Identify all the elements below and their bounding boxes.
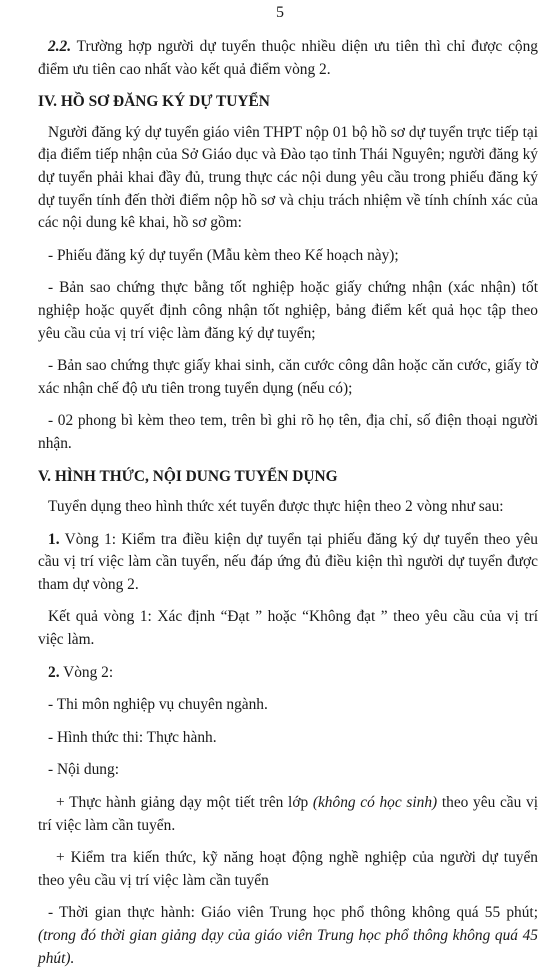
list-item: - Bản sao chứng thực bằng tốt nghiệp hoặc giấy chứng nhận (xác nhận) tốt nghiệp hoặc quyết định công nhận tốt nghiệp, bảng điểm kết quả học tập theo yêu cầu của vị trí việc làm đăng ký dự tuyển;: [38, 279, 538, 342]
paragraph-round-2: [38, 662, 538, 685]
list-item: - Bản sao chứng thực giấy khai sinh, căn cước công dân hoặc căn cước, giấy tờ xác nhận chế độ ưu tiên trong tuyển dụng (nếu có);: [38, 357, 538, 397]
heading-iv: IV. HỒ SƠ ĐĂNG KÝ DỰ TUYỂN: [38, 93, 270, 111]
paragraph-round-1-result: Kết quả vòng 1: Xác định “Đạt ” hoặc “Không đạt ” theo yêu cầu của vị trí việc làm.: [38, 608, 538, 649]
text-run: - Thời gian thực hành: Giáo viên Trung học phổ thông không quá 55 phút;: [48, 904, 538, 922]
list-item: - 02 phong bì kèm theo tem, trên bì ghi rõ họ tên, địa chỉ, số điện thoại người nhận.: [38, 412, 538, 452]
page-content: [38, 36, 538, 980]
paragraph-text: Vòng 2:: [59, 663, 114, 681]
paragraph-2-2: [38, 36, 538, 81]
paragraph-text: Trường hợp người dự tuyển thuộc nhiều diện ưu tiên thì chỉ được cộng điểm ưu tiên cao nhất vào kết quả điểm vòng 2.: [38, 38, 538, 78]
section-number: 2.2.: [48, 38, 72, 55]
list-item: - Phiếu đăng ký dự tuyển (Mẫu kèm theo Kế hoạch này);: [48, 246, 399, 264]
plus-item-knowledge: + Kiểm tra kiến thức, kỹ năng hoạt động nghề nghiệp của người dự tuyển theo yêu cầu vị trí việc làm cần tuyển: [38, 849, 538, 889]
page-number: 5: [276, 4, 284, 21]
list-item: - Nội dung:: [48, 761, 119, 779]
plus-item-teaching: [38, 792, 538, 837]
list-item: - Thi môn nghiệp vụ chuyên ngành.: [48, 696, 268, 714]
text-run: theo yêu cầu vị trí việc làm cần tuyển.: [38, 794, 538, 834]
paragraph-v-intro: Tuyển dụng theo hình thức xét tuyển được thực hiện theo 2 vòng như sau:: [48, 498, 504, 516]
round-number: 1.: [48, 530, 60, 548]
paragraph-round-1: [38, 529, 538, 597]
heading-v: V. HÌNH THỨC, NỘI DUNG TUYỂN DỤNG: [38, 467, 338, 485]
text-run-italic: (không có học sinh): [312, 794, 438, 812]
list-item: - Hình thức thi: Thực hành.: [48, 728, 217, 746]
text-run: + Thực hành giảng dạy một tiết trên lớp: [56, 794, 313, 812]
text-run-italic: (trong đó thời gian giảng dạy của giáo viên Trung học phổ thông không quá 45 phút).: [38, 927, 538, 967]
paragraph-iv-intro: Người đăng ký dự tuyển giáo viên THPT nộp 01 bộ hồ sơ dự tuyển trực tiếp tại địa điểm tiếp nhận của Sở Giáo dục và Đào tạo tỉnh Thái Nguyên; người đăng ký dự tuyển phải khai đầy đủ, trung thực các nội dung yêu cầu trong phiếu đăng ký dự tuyển tính đến thời điểm nộp hồ sơ và chịu trách nhiệm về tính chính xác của các nội dung kê khai, hồ sơ gồm:: [38, 123, 538, 232]
paragraph-text: Vòng 1: Kiểm tra điều kiện dự tuyển tại phiếu đăng ký dự tuyển theo yêu cầu vị trí việc làm cần tuyển, nếu đáp ứng đủ điều kiện thì người dự tuyển được tham dự vòng 2.: [38, 530, 538, 593]
paragraph-time: [38, 902, 538, 970]
round-number: 2.: [48, 663, 60, 681]
